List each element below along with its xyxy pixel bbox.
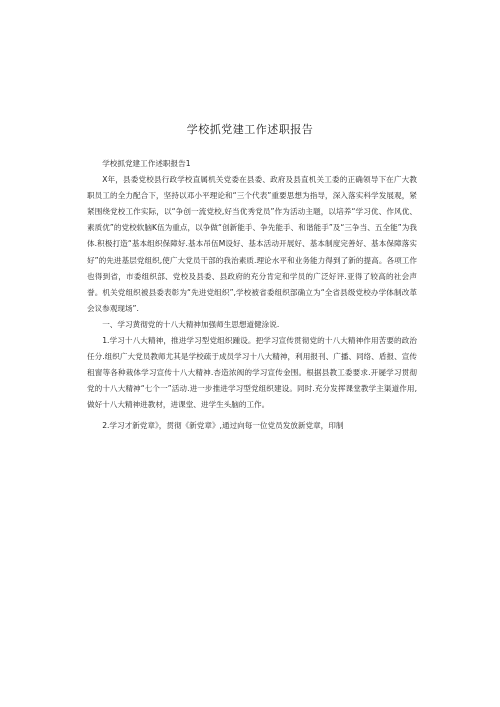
document-subtitle: 学校抓党建工作述职报告1 <box>102 159 191 168</box>
document-title: 学校抓党建工作述职报告 <box>186 123 314 136</box>
document-body <box>87 156 417 434</box>
paragraph-item-2: 2.学习才新党章》，贯彻《新党章》,通过向每一位党员发放新党章，印制 <box>102 420 344 430</box>
section-heading-1: 一、学习黄彻党的十八大精神加强师生思想道健涂说. <box>102 319 280 329</box>
paragraph-intro: X年，县委党校县行政学校直属机关党委在县委、政府及县直机关工委的正确领导下在广大教职员工的全力配合下，坚持以邓小平理论和“三个代表”重要思想为指导，深入落实科学发展观，紧紧围绕党校工作实际，以“争创一流党校,好当优秀党员”作为活动主题，以培养“学习优、作风优、素质优”的党校软脑K伍为重点，以争做“创新能手、争先能手、和谐能手”及“三争当、五全能”为我体.积极打造“基本组织保障好.基本吊伍M设好、基本活动开展好、基本制度完善好、基本保障落实好”的先进基层党组织,使广大党员干部的我治素质.理论水平和业务能力得到了新的提高。各项工作也得到省，市委组织部、党校及县委、县政府的充分肯定和学员的广泛好评.亚得了较高的社会声誉。机关党组织被县委表彰为“先进党组织”,学校被省委组织部确立为“全省县级党校办学体制改革会议参观现场”. <box>87 175 417 313</box>
paragraph-item-1: 1.学习十八大精神，推进学习型党组织踵设。把学习宣传贯彻党的十八大精神作用苦要的政治任分.组织广大党员教师尤其是学校疏于成员学习十八大精神，利用报刊、广播、同络、盾报、宣传租窗等各种栽体学习宣传十八大精神.杏造浓阀的学习宣传金围。根据县教工委要求.开屣学习贯彻党的十八大精神“七个一”活动.进一步推进学习型党组织建设。同时.充分发挥课堂教学主渠道作用,做好十八大精神进教材，进课堂、进学生头脑的工作。 <box>87 336 417 410</box>
